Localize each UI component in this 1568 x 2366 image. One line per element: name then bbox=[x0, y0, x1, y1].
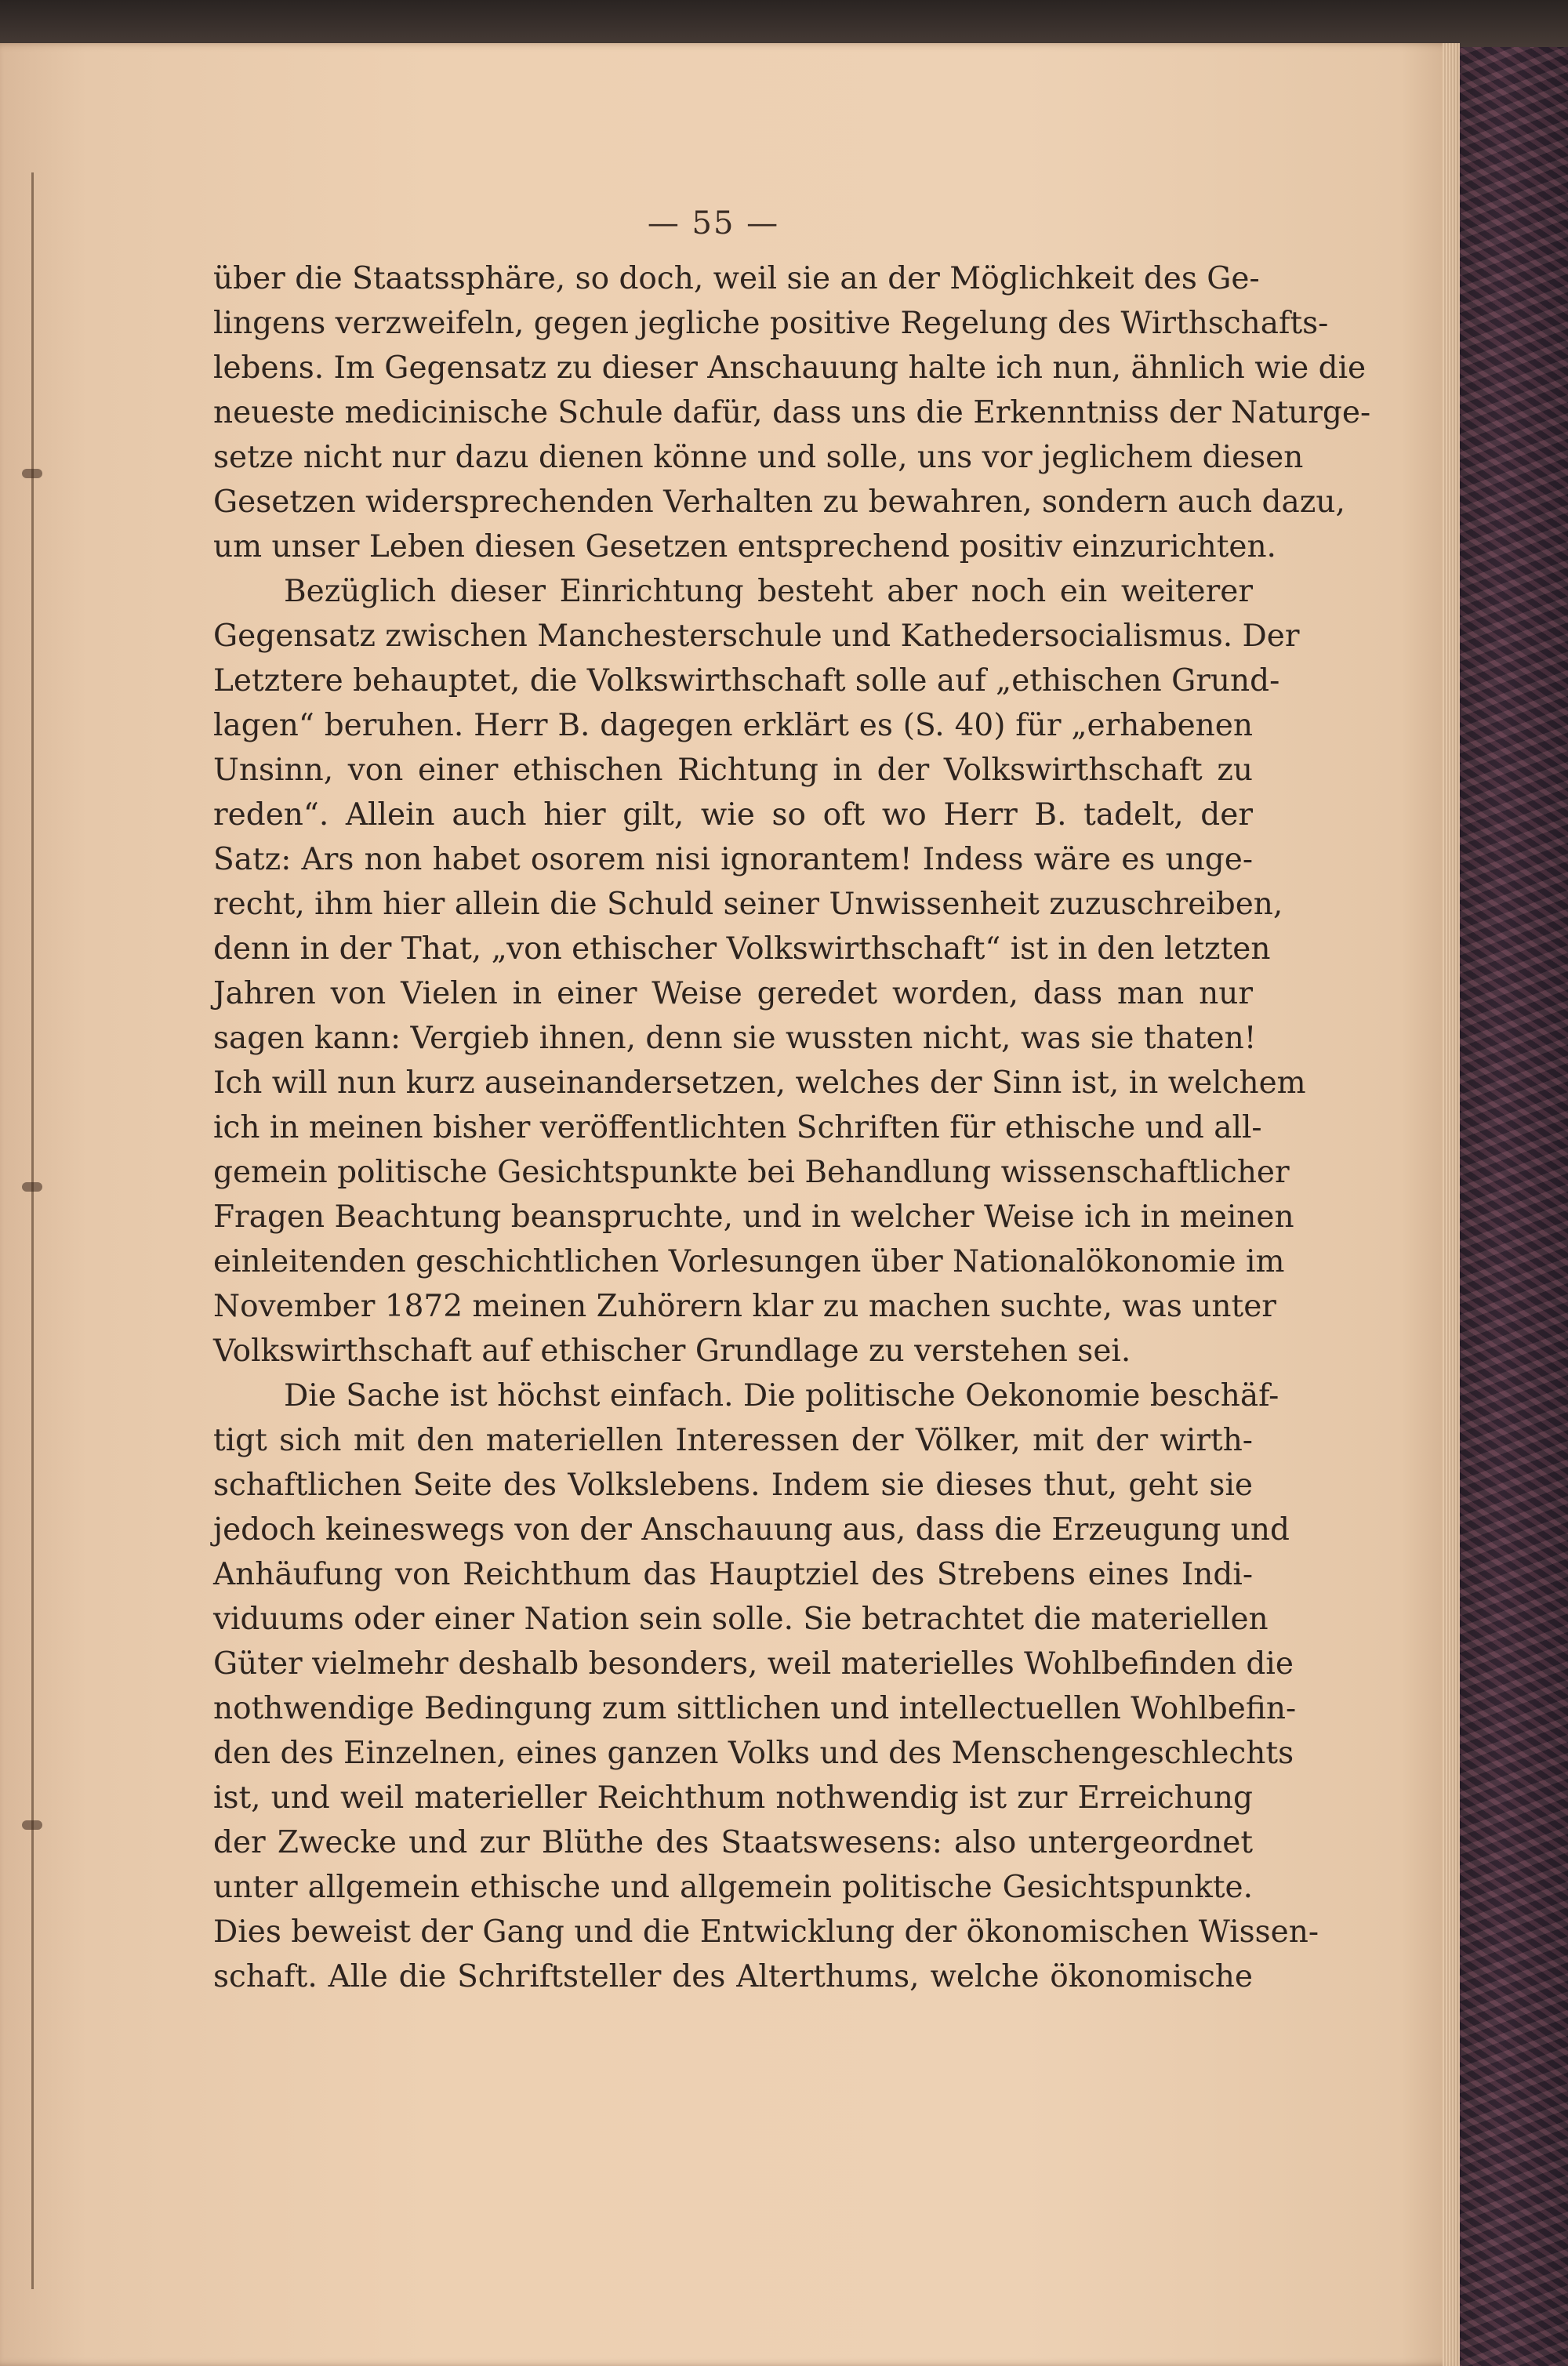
text-line: Anhäufung von Reichthum das Hauptziel des Strebens eines Indi- bbox=[213, 1557, 1253, 1592]
text-line: gemein politische Gesichtspunkte bei Behandlung wissenschaftlicher bbox=[213, 1155, 1290, 1190]
text-line: der Zwecke und zur Blüthe des Staatswesens: also untergeordnet bbox=[213, 1825, 1253, 1860]
text-line: setze nicht nur dazu dienen könne und solle, uns vor jeglichem diesen bbox=[213, 440, 1304, 475]
text-line: nothwendige Bedingung zum sittlichen und intellectuellen Wohlbefin- bbox=[213, 1691, 1297, 1726]
text-line: ich in meinen bisher veröffentlichten Schriften für ethische und all- bbox=[213, 1110, 1262, 1145]
text-line: recht, ihm hier allein die Schuld seiner Unwissenheit zuzuschreiben, bbox=[213, 887, 1283, 922]
text-line: Gegensatz zwischen Manchesterschule und Kathedersocialismus. Der bbox=[213, 619, 1300, 654]
text-line: neueste medicinische Schule dafür, dass uns die Erkenntniss der Naturge- bbox=[213, 395, 1371, 430]
text-line: lingens verzweifeln, gegen jegliche positive Regelung des Wirthschafts- bbox=[213, 306, 1329, 341]
marbled-cover-edge bbox=[1454, 47, 1568, 2366]
text-line: um unser Leben diesen Gesetzen entsprechend positiv einzurichten. bbox=[213, 529, 1276, 564]
binding-thread-mark bbox=[22, 1182, 42, 1192]
body-text bbox=[213, 256, 1371, 1999]
text-line: ist, und weil materieller Reichthum nothwendig ist zur Erreichung bbox=[213, 1780, 1253, 1816]
page-number: — 55 — bbox=[647, 205, 780, 241]
text-line: November 1872 meinen Zuhörern klar zu machen suchte, was unter bbox=[213, 1289, 1276, 1324]
text-line: Fragen Beachtung beanspruchte, und in welcher Weise ich in meinen bbox=[213, 1199, 1294, 1235]
text-line: Jahren von Vielen in einer Weise geredet worden, dass man nur bbox=[213, 976, 1253, 1011]
text-line: sagen kann: Vergieb ihnen, denn sie wussten nicht, was sie thaten! bbox=[213, 1021, 1257, 1056]
text-line: über die Staatssphäre, so doch, weil sie an der Möglichkeit des Ge- bbox=[213, 261, 1260, 296]
text-line: tigt sich mit den materiellen Interessen der Völker, mit der wirth- bbox=[213, 1423, 1253, 1458]
text-line: schaft. Alle die Schriftsteller des Alterthums, welche ökonomische bbox=[213, 1959, 1253, 1994]
text-line: schaftlichen Seite des Volkslebens. Indem sie dieses thut, geht sie bbox=[213, 1468, 1253, 1503]
text-line: lagen“ beruhen. Herr B. dagegen erklärt es (S. 40) für „erhabenen bbox=[213, 708, 1253, 743]
text-line: Ich will nun kurz auseinandersetzen, welches der Sinn ist, in welchem bbox=[213, 1065, 1306, 1101]
text-line: Die Sache ist höchst einfach. Die politische Oekonomie beschäf- bbox=[284, 1378, 1279, 1413]
text-line: Volkswirthschaft auf ethischer Grundlage zu verstehen sei. bbox=[213, 1334, 1131, 1369]
text-line: Unsinn, von einer ethischen Richtung in der Volkswirthschaft zu bbox=[213, 753, 1253, 788]
text-line: Güter vielmehr deshalb besonders, weil materielles Wohlbefinden die bbox=[213, 1646, 1294, 1682]
text-line: Bezüglich dieser Einrichtung besteht aber noch ein weiterer bbox=[284, 574, 1253, 609]
binding-thread-mark bbox=[22, 1820, 42, 1830]
text-line: Satz: Ars non habet osorem nisi ignorantem! Indess wäre es unge- bbox=[213, 842, 1253, 877]
text-line: Gesetzen widersprechenden Verhalten zu bewahren, sondern auch dazu, bbox=[213, 484, 1345, 520]
text-line: reden“. Allein auch hier gilt, wie so oft wo Herr B. tadelt, der bbox=[213, 797, 1253, 833]
text-line: viduums oder einer Nation sein solle. Sie betrachtet die materiellen bbox=[213, 1602, 1269, 1637]
text-line: unter allgemein ethische und allgemein politische Gesichtspunkte. bbox=[213, 1870, 1253, 1905]
text-line: den des Einzelnen, eines ganzen Volks und des Menschengeschlechts bbox=[213, 1736, 1294, 1771]
text-line: denn in der That, „von ethischer Volkswirthschaft“ ist in den letzten bbox=[213, 931, 1271, 967]
text-line: Dies beweist der Gang und die Entwicklung der ökonomischen Wissen- bbox=[213, 1914, 1319, 1950]
page-stack-edge bbox=[1443, 43, 1460, 2366]
text-line: Letztere behauptet, die Volkswirthschaft solle auf „ethischen Grund- bbox=[213, 663, 1280, 699]
text-line: lebens. Im Gegensatz zu dieser Anschauung halte ich nun, ähnlich wie die bbox=[213, 350, 1367, 386]
text-line: einleitenden geschichtlichen Vorlesungen über Nationalökonomie im bbox=[213, 1244, 1285, 1279]
gutter-shadow bbox=[31, 172, 34, 2289]
binding-thread-mark bbox=[22, 469, 42, 478]
text-line: jedoch keineswegs von der Anschauung aus, dass die Erzeugung und bbox=[213, 1512, 1290, 1548]
